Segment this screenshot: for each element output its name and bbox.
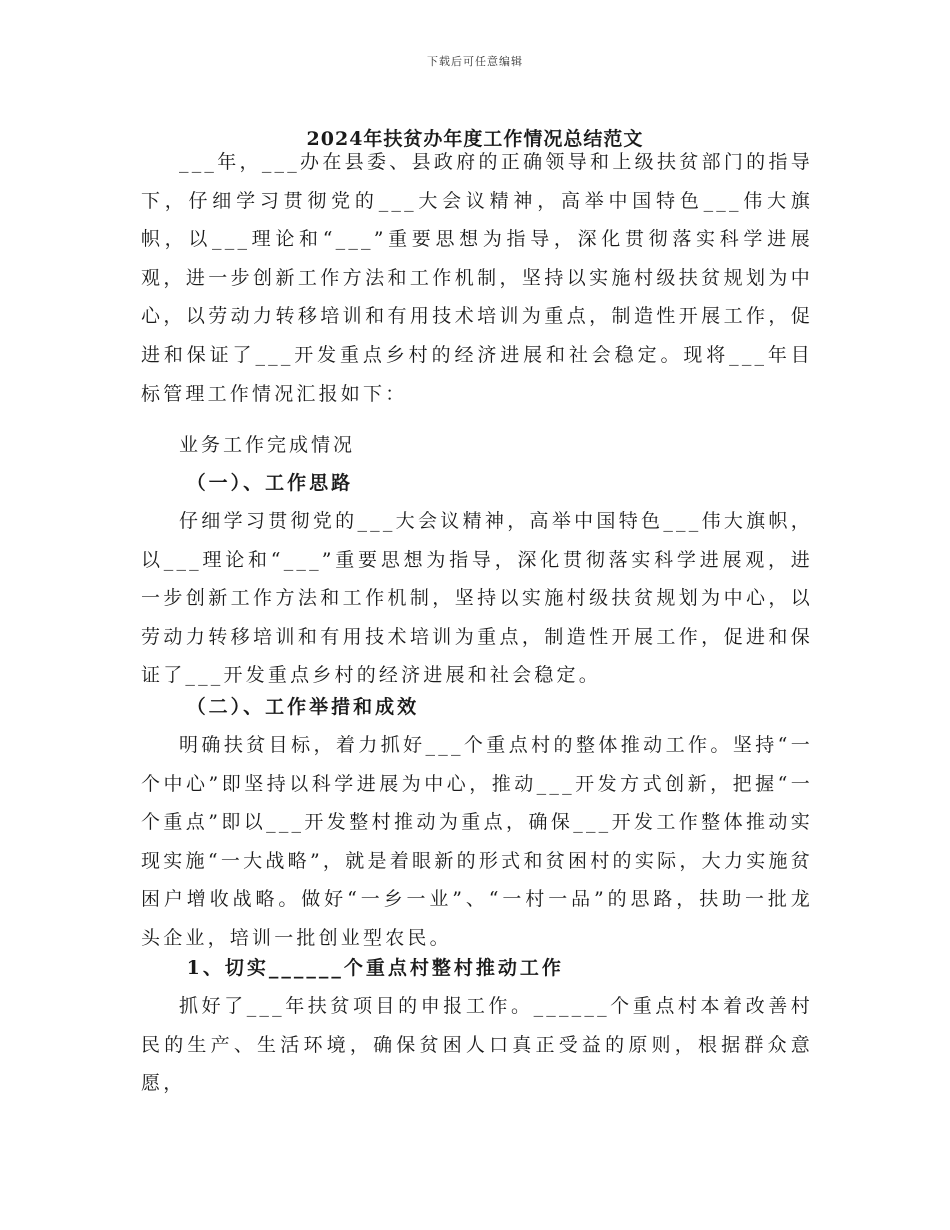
paragraph-measures-text: 明确扶贫目标，着力抓好___个重点村的整体推动工作。坚持“一个中心”即坚持以科学进展为中心，推动___开发方式创新，把握“一个重点”即以___开发整村推动为重点，确保___开发工作整体推动实现实施“一大战略”，就是着眼新的形式和贫困村的实际，大力实施贫困户增收战略。做好“一乡一业”、“一村一品”的思路，扶助一批龙头企业，培训一批创业型农民。 [141,734,813,949]
document-title: 2024年扶贫办年度工作情况总结范文 [306,128,644,150]
paragraph-work-approach [141,502,813,695]
intro-text: ___年，___办在县委、县政府的正确领导和上级扶贫部门的指导下，仔细学习贯彻党的___大会议精神，高举中国特色___伟大旗帜，以___理论和“___”重要思想为指导，深化贯彻落实科学进展观，进一步创新工作方法和工作机制，坚持以实施村级扶贫规划为中心，以劳动力转移培训和有用技术培训为重点，制造性开展工作，促进和保证了___开发重点乡村的经济进展和社会稳定。现将___年目标管理工作情况汇报如下： [141,151,813,405]
paragraph-village-promotion [141,987,813,1103]
paragraph-village-promotion-text: 抓好了___年扶贫项目的申报工作。______个重点村本着改善村民的生产、生活环境，确保贫困人口真正受益的原则，根据群众意愿， [141,995,813,1095]
intro-paragraph [141,143,813,413]
heading-village-promotion: 1、切实______个重点村整村推动工作 [186,957,564,979]
heading-measures: （二）、工作举措和成效 [186,696,420,718]
section-label: 业务工作完成情况 [179,434,356,456]
header-note: 下载后可任意编辑 [427,55,523,68]
heading-work-approach: （一）、工作思路 [186,472,354,494]
paragraph-measures [141,726,813,958]
paragraph-work-approach-text: 仔细学习贯彻党的___大会议精神，高举中国特色___伟大旗帜，以___理论和“___”重要思想为指导，深化贯彻落实科学进展观，进一步创新工作方法和工作机制，坚持以实施村级扶贫规划为中心，以劳动力转移培训和有用技术培训为重点，制造性开展工作，促进和保证了___开发重点乡村的经济进展和社会稳定。 [141,510,813,687]
